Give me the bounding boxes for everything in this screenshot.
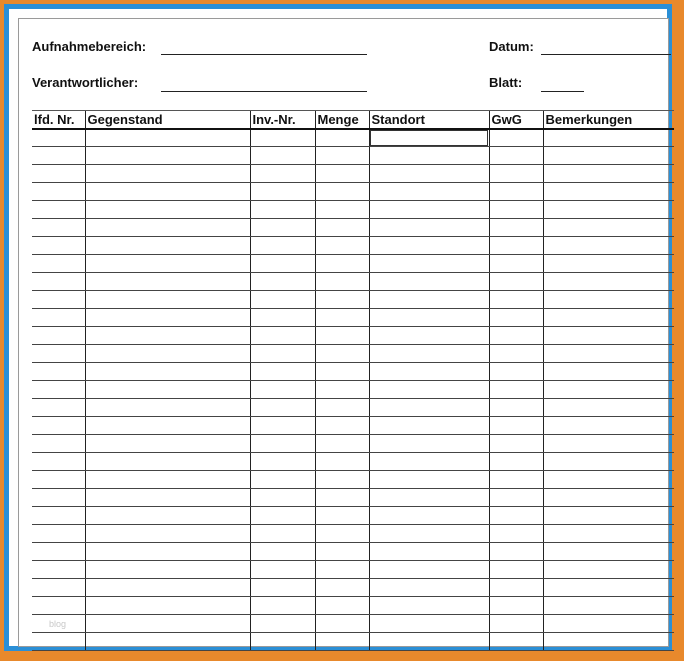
table-row [32, 309, 674, 327]
table-row [32, 525, 674, 543]
table-cell[interactable] [489, 507, 543, 525]
table-cell[interactable] [369, 381, 489, 399]
table-cell[interactable] [315, 633, 369, 651]
table-cell[interactable] [315, 543, 369, 561]
table-cell[interactable] [489, 543, 543, 561]
table-cell[interactable] [369, 237, 489, 255]
table-cell[interactable] [250, 219, 315, 237]
table-cell[interactable] [250, 309, 315, 327]
table-cell[interactable] [85, 255, 250, 273]
table-cell[interactable] [489, 489, 543, 507]
table-cell[interactable] [315, 579, 369, 597]
table-cell[interactable] [543, 327, 674, 345]
inventory-form [18, 18, 669, 647]
table-cell[interactable] [489, 633, 543, 651]
table-cell[interactable] [85, 489, 250, 507]
table-cell[interactable] [32, 327, 85, 345]
table-cell[interactable] [250, 633, 315, 651]
table-cell[interactable] [250, 201, 315, 219]
table-cell[interactable] [315, 381, 369, 399]
table-row [32, 291, 674, 309]
table-cell[interactable] [250, 381, 315, 399]
table-cell[interactable] [250, 417, 315, 435]
table-cell[interactable] [489, 561, 543, 579]
table-row [32, 543, 674, 561]
sheet-field[interactable] [541, 91, 584, 92]
table-cell[interactable] [250, 129, 315, 147]
table-cell[interactable] [489, 183, 543, 201]
table-cell[interactable] [369, 165, 489, 183]
table-cell[interactable] [315, 327, 369, 345]
table-cell[interactable] [85, 183, 250, 201]
table-cell[interactable] [315, 129, 369, 147]
table-cell[interactable] [543, 615, 674, 633]
table-row [32, 363, 674, 381]
table-cell[interactable] [543, 471, 674, 489]
inner-frame [4, 4, 672, 651]
table-cell[interactable] [32, 183, 85, 201]
table-cell[interactable] [369, 255, 489, 273]
table-cell[interactable] [250, 453, 315, 471]
table-cell[interactable] [32, 471, 85, 489]
table-cell[interactable] [369, 471, 489, 489]
table-cell[interactable] [250, 363, 315, 381]
table-cell[interactable] [543, 507, 674, 525]
table-cell[interactable] [543, 417, 674, 435]
table-cell[interactable] [85, 525, 250, 543]
col-header-item: Gegenstand [85, 111, 250, 130]
table-cell[interactable] [369, 579, 489, 597]
table-cell[interactable] [315, 345, 369, 363]
table-cell[interactable] [543, 579, 674, 597]
table-cell[interactable] [32, 435, 85, 453]
table-cell[interactable] [489, 309, 543, 327]
col-header-gwg: GwG [489, 111, 543, 130]
table-cell[interactable] [315, 183, 369, 201]
table-cell[interactable] [369, 507, 489, 525]
table-cell[interactable] [315, 165, 369, 183]
table-cell[interactable] [543, 543, 674, 561]
table-cell[interactable] [250, 579, 315, 597]
table-cell[interactable] [543, 345, 674, 363]
table-row [32, 255, 674, 273]
table-cell[interactable] [369, 201, 489, 219]
table-cell[interactable] [369, 417, 489, 435]
table-cell[interactable] [315, 489, 369, 507]
table-cell[interactable] [543, 309, 674, 327]
table-cell[interactable] [32, 543, 85, 561]
table-cell[interactable] [543, 237, 674, 255]
table-cell[interactable] [250, 489, 315, 507]
table-cell[interactable] [315, 255, 369, 273]
table-cell[interactable] [85, 597, 250, 615]
table-cell[interactable] [250, 345, 315, 363]
table-cell[interactable] [315, 399, 369, 417]
table-cell[interactable] [85, 345, 250, 363]
table-cell[interactable] [250, 291, 315, 309]
table-cell[interactable] [543, 453, 674, 471]
table-row [32, 579, 674, 597]
table-cell[interactable] [489, 201, 543, 219]
table-cell[interactable] [543, 597, 674, 615]
table-cell[interactable] [32, 291, 85, 309]
table-cell[interactable] [543, 381, 674, 399]
table-cell[interactable] [369, 633, 489, 651]
table-cell[interactable] [85, 417, 250, 435]
table-cell[interactable] [315, 219, 369, 237]
table-cell[interactable] [369, 183, 489, 201]
table-cell[interactable] [543, 561, 674, 579]
table-cell[interactable] [32, 237, 85, 255]
table-cell[interactable] [369, 453, 489, 471]
table-cell[interactable] [543, 129, 674, 147]
table-cell[interactable] [315, 561, 369, 579]
table-cell[interactable] [32, 489, 85, 507]
table-cell[interactable] [315, 507, 369, 525]
table-cell[interactable] [489, 615, 543, 633]
table-cell[interactable] [489, 399, 543, 417]
table-cell[interactable] [489, 165, 543, 183]
table-cell[interactable] [32, 201, 85, 219]
table-row [32, 381, 674, 399]
table-cell[interactable] [315, 309, 369, 327]
table-cell[interactable] [32, 579, 85, 597]
table-cell[interactable] [369, 129, 489, 147]
table-cell[interactable] [250, 165, 315, 183]
table-cell[interactable] [32, 219, 85, 237]
table-cell[interactable] [250, 597, 315, 615]
table-cell[interactable] [85, 327, 250, 345]
table-cell[interactable] [85, 273, 250, 291]
table-cell[interactable] [369, 345, 489, 363]
table-cell[interactable] [250, 399, 315, 417]
table-cell[interactable] [315, 363, 369, 381]
table-cell[interactable] [315, 237, 369, 255]
table-row [32, 489, 674, 507]
table-cell[interactable] [315, 273, 369, 291]
table-cell[interactable] [85, 615, 250, 633]
table-cell[interactable] [32, 165, 85, 183]
table-cell[interactable] [489, 219, 543, 237]
table-row [32, 507, 674, 525]
table-cell[interactable] [32, 345, 85, 363]
table-cell[interactable] [543, 489, 674, 507]
table-cell[interactable] [369, 147, 489, 165]
table-cell[interactable] [489, 327, 543, 345]
table-cell[interactable] [369, 309, 489, 327]
table-row [32, 129, 674, 147]
table-cell[interactable] [489, 255, 543, 273]
table-cell[interactable] [489, 129, 543, 147]
table-cell[interactable] [543, 147, 674, 165]
table-cell[interactable] [85, 399, 250, 417]
table-cell[interactable] [32, 417, 85, 435]
table-row [32, 183, 674, 201]
table-cell[interactable] [85, 561, 250, 579]
table-cell[interactable] [369, 363, 489, 381]
table-cell[interactable] [489, 579, 543, 597]
table-row [32, 219, 674, 237]
table-row [32, 633, 674, 651]
table-cell[interactable] [32, 273, 85, 291]
table-cell[interactable] [489, 597, 543, 615]
table-cell[interactable] [543, 291, 674, 309]
table-cell[interactable] [250, 561, 315, 579]
table-cell[interactable] [543, 255, 674, 273]
table-cell[interactable] [489, 435, 543, 453]
table-row [32, 345, 674, 363]
table-cell[interactable] [85, 579, 250, 597]
table-cell[interactable] [85, 633, 250, 651]
table-cell[interactable] [32, 399, 85, 417]
area-label: Aufnahmebereich: [32, 39, 147, 54]
table-cell[interactable] [32, 597, 85, 615]
table-cell[interactable] [250, 543, 315, 561]
table-row [32, 237, 674, 255]
table-cell[interactable] [250, 273, 315, 291]
table-cell[interactable] [85, 309, 250, 327]
table-cell[interactable] [250, 525, 315, 543]
table-cell[interactable] [315, 471, 369, 489]
col-header-location: Standort [369, 111, 489, 130]
table-cell[interactable] [369, 615, 489, 633]
table-cell[interactable] [32, 147, 85, 165]
col-header-quantity: Menge [315, 111, 369, 130]
table-cell[interactable] [543, 219, 674, 237]
table-cell[interactable] [543, 435, 674, 453]
table-cell[interactable] [85, 219, 250, 237]
table-cell[interactable] [369, 435, 489, 453]
table-cell[interactable] [85, 129, 250, 147]
table-cell[interactable] [543, 201, 674, 219]
table-cell[interactable] [489, 237, 543, 255]
table-cell[interactable] [250, 615, 315, 633]
table-cell[interactable] [369, 561, 489, 579]
table-cell[interactable] [543, 399, 674, 417]
table-cell[interactable] [32, 363, 85, 381]
table-cell[interactable] [32, 381, 85, 399]
table-cell[interactable] [489, 291, 543, 309]
table-cell[interactable] [489, 345, 543, 363]
table-cell[interactable] [369, 273, 489, 291]
table-cell[interactable] [369, 399, 489, 417]
table-cell[interactable] [369, 525, 489, 543]
table-row [32, 165, 674, 183]
table-cell[interactable] [369, 597, 489, 615]
table-row [32, 399, 674, 417]
table-cell[interactable] [489, 273, 543, 291]
table-cell[interactable] [315, 417, 369, 435]
responsible-field[interactable] [161, 91, 367, 92]
table-row [32, 417, 674, 435]
table-cell[interactable] [85, 471, 250, 489]
table-cell[interactable] [315, 201, 369, 219]
table-cell[interactable] [85, 453, 250, 471]
responsible-label: Verantwortlicher: [32, 75, 139, 90]
table-header-row [32, 111, 674, 130]
table-cell[interactable] [85, 291, 250, 309]
table-row [32, 435, 674, 453]
table-cell[interactable] [85, 147, 250, 165]
table-cell[interactable] [489, 381, 543, 399]
date-label: Datum: [489, 39, 534, 54]
table-cell[interactable] [32, 129, 85, 147]
table-cell[interactable] [315, 525, 369, 543]
table-cell[interactable] [369, 291, 489, 309]
table-cell[interactable] [543, 165, 674, 183]
table-cell[interactable] [543, 633, 674, 651]
table-cell[interactable] [489, 471, 543, 489]
area-field[interactable] [161, 54, 367, 55]
table-cell[interactable] [369, 327, 489, 345]
table-cell[interactable] [85, 543, 250, 561]
table-cell[interactable] [85, 201, 250, 219]
table-cell[interactable] [250, 255, 315, 273]
table-row [32, 147, 674, 165]
table-cell[interactable] [250, 183, 315, 201]
table-cell[interactable] [315, 615, 369, 633]
table-cell[interactable] [489, 147, 543, 165]
table-cell[interactable] [32, 525, 85, 543]
col-header-nr: lfd. Nr. [32, 111, 85, 130]
table-cell[interactable] [543, 273, 674, 291]
inventory-table [32, 110, 674, 651]
table-cell[interactable] [32, 453, 85, 471]
table-row [32, 597, 674, 615]
table-cell[interactable] [85, 381, 250, 399]
table-cell[interactable] [369, 489, 489, 507]
table-cell[interactable] [32, 255, 85, 273]
table-cell[interactable] [315, 291, 369, 309]
table-row [32, 561, 674, 579]
table-cell[interactable] [489, 525, 543, 543]
sheet-label: Blatt: [489, 75, 523, 90]
table-cell[interactable] [85, 237, 250, 255]
table-cell[interactable] [32, 507, 85, 525]
table-cell[interactable] [315, 597, 369, 615]
table-cell[interactable] [489, 417, 543, 435]
table-cell[interactable] [250, 435, 315, 453]
table-row [32, 201, 674, 219]
col-header-inv-nr: Inv.-Nr. [250, 111, 315, 130]
table-cell[interactable] [32, 561, 85, 579]
table-cell[interactable] [250, 507, 315, 525]
col-header-remarks: Bemerkungen [543, 111, 674, 130]
table-cell[interactable] [85, 363, 250, 381]
table-cell[interactable] [543, 363, 674, 381]
table-body [32, 129, 674, 651]
table-cell[interactable] [489, 363, 543, 381]
table-cell[interactable] [250, 471, 315, 489]
table-cell[interactable] [250, 237, 315, 255]
table-cell[interactable] [32, 309, 85, 327]
date-field[interactable] [541, 54, 671, 55]
table-cell[interactable] [85, 165, 250, 183]
table-cell[interactable] [489, 453, 543, 471]
table-cell[interactable] [250, 147, 315, 165]
table-cell[interactable] [543, 183, 674, 201]
table-cell[interactable] [369, 219, 489, 237]
table-cell[interactable] [85, 435, 250, 453]
table-cell[interactable] [315, 453, 369, 471]
table-row [32, 615, 674, 633]
table-row [32, 471, 674, 489]
table-row [32, 453, 674, 471]
table-cell[interactable] [250, 327, 315, 345]
table-cell[interactable] [369, 543, 489, 561]
watermark: blog [49, 619, 67, 629]
table-cell[interactable] [315, 147, 369, 165]
table-cell[interactable] [32, 633, 85, 651]
table-cell[interactable] [543, 525, 674, 543]
table-row [32, 273, 674, 291]
table-cell[interactable] [85, 507, 250, 525]
table-row [32, 327, 674, 345]
table-cell[interactable] [315, 435, 369, 453]
